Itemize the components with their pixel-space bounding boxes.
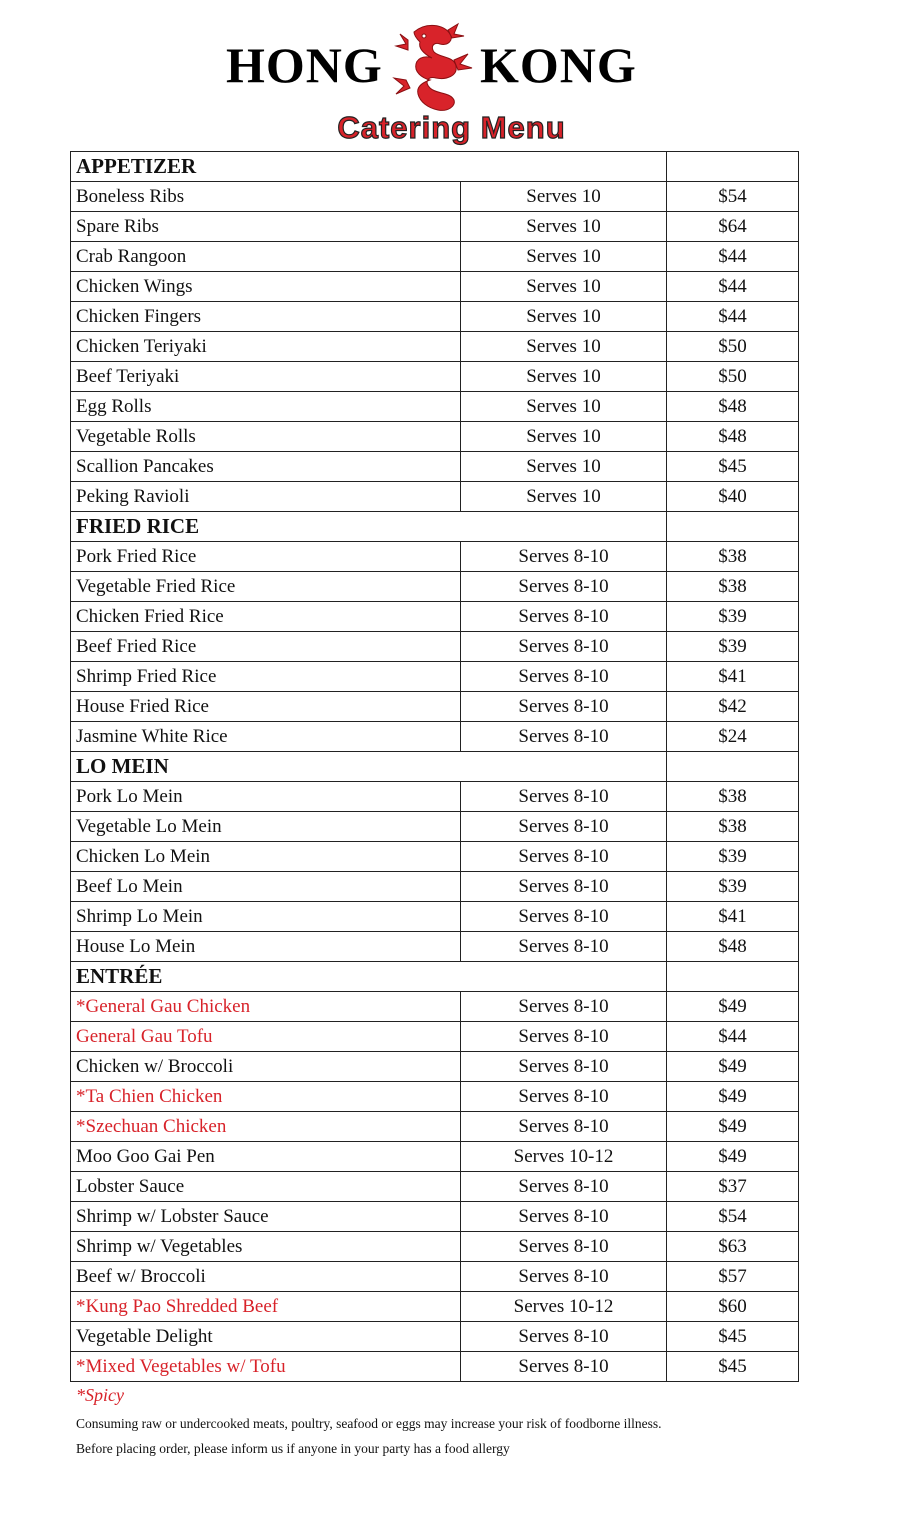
item-price: $45 (667, 452, 799, 482)
menu-subtitle: Catering Menu (337, 110, 566, 145)
section-header-blank (667, 752, 799, 782)
item-serves: Serves 8-10 (461, 1082, 667, 1112)
section-header-blank (667, 512, 799, 542)
item-name: *Ta Chien Chicken (71, 1082, 461, 1112)
item-name: Scallion Pancakes (71, 452, 461, 482)
menu-item-row (71, 782, 799, 812)
item-price: $63 (667, 1232, 799, 1262)
item-name: Spare Ribs (71, 212, 461, 242)
item-price: $39 (667, 632, 799, 662)
menu-item-row (71, 1262, 799, 1292)
item-name: Boneless Ribs (71, 182, 461, 212)
section-header-row (71, 752, 799, 782)
item-price: $38 (667, 782, 799, 812)
item-price: $50 (667, 332, 799, 362)
item-price: $57 (667, 1262, 799, 1292)
item-name: Jasmine White Rice (71, 722, 461, 752)
item-serves: Serves 10 (461, 392, 667, 422)
item-serves: Serves 10 (461, 422, 667, 452)
item-name: Pork Fried Rice (71, 542, 461, 572)
menu-item-row (71, 542, 799, 572)
item-price: $49 (667, 1112, 799, 1142)
menu-item-row (71, 1202, 799, 1232)
item-name: Shrimp w/ Vegetables (71, 1232, 461, 1262)
item-serves: Serves 8-10 (461, 902, 667, 932)
item-price: $49 (667, 992, 799, 1022)
item-price: $48 (667, 422, 799, 452)
section-header-row (71, 512, 799, 542)
menu-item-row (71, 1082, 799, 1112)
item-name: House Fried Rice (71, 692, 461, 722)
menu-item-row (71, 842, 799, 872)
item-name: Beef Lo Mein (71, 872, 461, 902)
menu-item-row (71, 332, 799, 362)
item-name: Beef Fried Rice (71, 632, 461, 662)
item-price: $54 (667, 1202, 799, 1232)
menu-header (0, 0, 903, 152)
item-name: *Szechuan Chicken (71, 1112, 461, 1142)
dragon-icon (384, 20, 480, 116)
item-serves: Serves 8-10 (461, 812, 667, 842)
item-price: $49 (667, 1052, 799, 1082)
item-name: Moo Goo Gai Pen (71, 1142, 461, 1172)
menu-item-row (71, 1112, 799, 1142)
menu-item-row (71, 662, 799, 692)
menu-item-row (71, 272, 799, 302)
item-name: *Kung Pao Shredded Beef (71, 1292, 461, 1322)
section-header-row (71, 152, 799, 182)
menu-item-row (71, 872, 799, 902)
item-name: House Lo Mein (71, 932, 461, 962)
item-price: $45 (667, 1322, 799, 1352)
item-price: $54 (667, 182, 799, 212)
item-price: $50 (667, 362, 799, 392)
menu-item-row (71, 212, 799, 242)
item-serves: Serves 10 (461, 272, 667, 302)
item-serves: Serves 8-10 (461, 1022, 667, 1052)
food-safety-note: Consuming raw or undercooked meats, poultry, seafood or eggs may increase your risk of foodborne illness. (76, 1416, 662, 1431)
item-serves: Serves 8-10 (461, 992, 667, 1022)
item-serves: Serves 10 (461, 302, 667, 332)
item-serves: Serves 8-10 (461, 662, 667, 692)
item-price: $44 (667, 302, 799, 332)
menu-item-row (71, 1172, 799, 1202)
item-name: Vegetable Delight (71, 1322, 461, 1352)
item-serves: Serves 8-10 (461, 602, 667, 632)
item-name: Chicken w/ Broccoli (71, 1052, 461, 1082)
item-serves: Serves 8-10 (461, 1352, 667, 1382)
item-serves: Serves 10 (461, 482, 667, 512)
item-serves: Serves 8-10 (461, 1262, 667, 1292)
menu-item-row (71, 362, 799, 392)
item-name: Chicken Wings (71, 272, 461, 302)
menu-item-row (71, 452, 799, 482)
item-price: $38 (667, 572, 799, 602)
section-title: FRIED RICE (71, 512, 667, 542)
item-price: $44 (667, 1022, 799, 1052)
item-name: Pork Lo Mein (71, 782, 461, 812)
item-name: Egg Rolls (71, 392, 461, 422)
item-name: Vegetable Fried Rice (71, 572, 461, 602)
item-name: Crab Rangoon (71, 242, 461, 272)
menu-item-row (71, 902, 799, 932)
item-serves: Serves 8-10 (461, 1232, 667, 1262)
item-name: Vegetable Lo Mein (71, 812, 461, 842)
item-price: $44 (667, 242, 799, 272)
menu-item-row (71, 182, 799, 212)
item-name: Chicken Lo Mein (71, 842, 461, 872)
menu-item-row (71, 722, 799, 752)
item-name: Lobster Sauce (71, 1172, 461, 1202)
menu-item-row (71, 1352, 799, 1382)
item-serves: Serves 8-10 (461, 632, 667, 662)
item-serves: Serves 8-10 (461, 932, 667, 962)
item-price: $40 (667, 482, 799, 512)
item-serves: Serves 10 (461, 212, 667, 242)
item-name: Beef w/ Broccoli (71, 1262, 461, 1292)
item-price: $38 (667, 812, 799, 842)
item-price: $64 (667, 212, 799, 242)
catering-menu-table (70, 151, 799, 1382)
item-serves: Serves 8-10 (461, 1052, 667, 1082)
item-price: $41 (667, 662, 799, 692)
item-serves: Serves 8-10 (461, 872, 667, 902)
item-serves: Serves 10 (461, 242, 667, 272)
item-price: $48 (667, 932, 799, 962)
item-price: $37 (667, 1172, 799, 1202)
item-price: $39 (667, 842, 799, 872)
item-price: $39 (667, 872, 799, 902)
menu-item-row (71, 422, 799, 452)
menu-item-row (71, 482, 799, 512)
item-price: $60 (667, 1292, 799, 1322)
item-name: Peking Ravioli (71, 482, 461, 512)
item-serves: Serves 8-10 (461, 1112, 667, 1142)
item-price: $39 (667, 602, 799, 632)
menu-item-row (71, 1322, 799, 1352)
item-name: Shrimp Fried Rice (71, 662, 461, 692)
menu-item-row (71, 1022, 799, 1052)
item-serves: Serves 10 (461, 452, 667, 482)
menu-item-row (71, 302, 799, 332)
brand-word-right: KONG (480, 37, 637, 93)
item-serves: Serves 8-10 (461, 842, 667, 872)
item-name: General Gau Tofu (71, 1022, 461, 1052)
item-name: *General Gau Chicken (71, 992, 461, 1022)
brand-word-left: HONG (226, 37, 383, 93)
menu-item-row (71, 992, 799, 1022)
item-price: $44 (667, 272, 799, 302)
menu-item-row (71, 1292, 799, 1322)
section-header-blank (667, 152, 799, 182)
item-serves: Serves 10-12 (461, 1292, 667, 1322)
item-serves: Serves 10 (461, 332, 667, 362)
item-serves: Serves 8-10 (461, 1172, 667, 1202)
section-title: APPETIZER (71, 152, 667, 182)
item-serves: Serves 8-10 (461, 1322, 667, 1352)
menu-item-row (71, 602, 799, 632)
item-name: Chicken Fried Rice (71, 602, 461, 632)
allergy-note: Before placing order, please inform us if anyone in your party has a food allergy (76, 1441, 510, 1456)
item-serves: Serves 10-12 (461, 1142, 667, 1172)
item-serves: Serves 8-10 (461, 572, 667, 602)
menu-item-row (71, 392, 799, 422)
section-header-blank (667, 962, 799, 992)
item-name: Chicken Teriyaki (71, 332, 461, 362)
item-serves: Serves 8-10 (461, 692, 667, 722)
item-serves: Serves 8-10 (461, 782, 667, 812)
item-serves: Serves 8-10 (461, 722, 667, 752)
item-price: $38 (667, 542, 799, 572)
item-price: $42 (667, 692, 799, 722)
item-price: $41 (667, 902, 799, 932)
item-name: Shrimp Lo Mein (71, 902, 461, 932)
item-price: $49 (667, 1142, 799, 1172)
menu-item-row (71, 1142, 799, 1172)
item-name: Shrimp w/ Lobster Sauce (71, 1202, 461, 1232)
item-serves: Serves 10 (461, 362, 667, 392)
item-name: Chicken Fingers (71, 302, 461, 332)
menu-item-row (71, 1232, 799, 1262)
menu-item-row (71, 692, 799, 722)
menu-item-row (71, 1052, 799, 1082)
item-name: *Mixed Vegetables w/ Tofu (71, 1352, 461, 1382)
menu-item-row (71, 572, 799, 602)
item-serves: Serves 10 (461, 182, 667, 212)
menu-item-row (71, 932, 799, 962)
item-name: Beef Teriyaki (71, 362, 461, 392)
item-price: $45 (667, 1352, 799, 1382)
item-serves: Serves 8-10 (461, 1202, 667, 1232)
section-title: LO MEIN (71, 752, 667, 782)
item-price: $48 (667, 392, 799, 422)
section-header-row (71, 962, 799, 992)
menu-item-row (71, 812, 799, 842)
menu-item-row (71, 242, 799, 272)
menu-item-row (71, 632, 799, 662)
item-name: Vegetable Rolls (71, 422, 461, 452)
item-serves: Serves 8-10 (461, 542, 667, 572)
item-price: $49 (667, 1082, 799, 1112)
spicy-legend: *Spicy (76, 1385, 124, 1405)
item-price: $24 (667, 722, 799, 752)
section-title: ENTRÉE (71, 962, 667, 992)
